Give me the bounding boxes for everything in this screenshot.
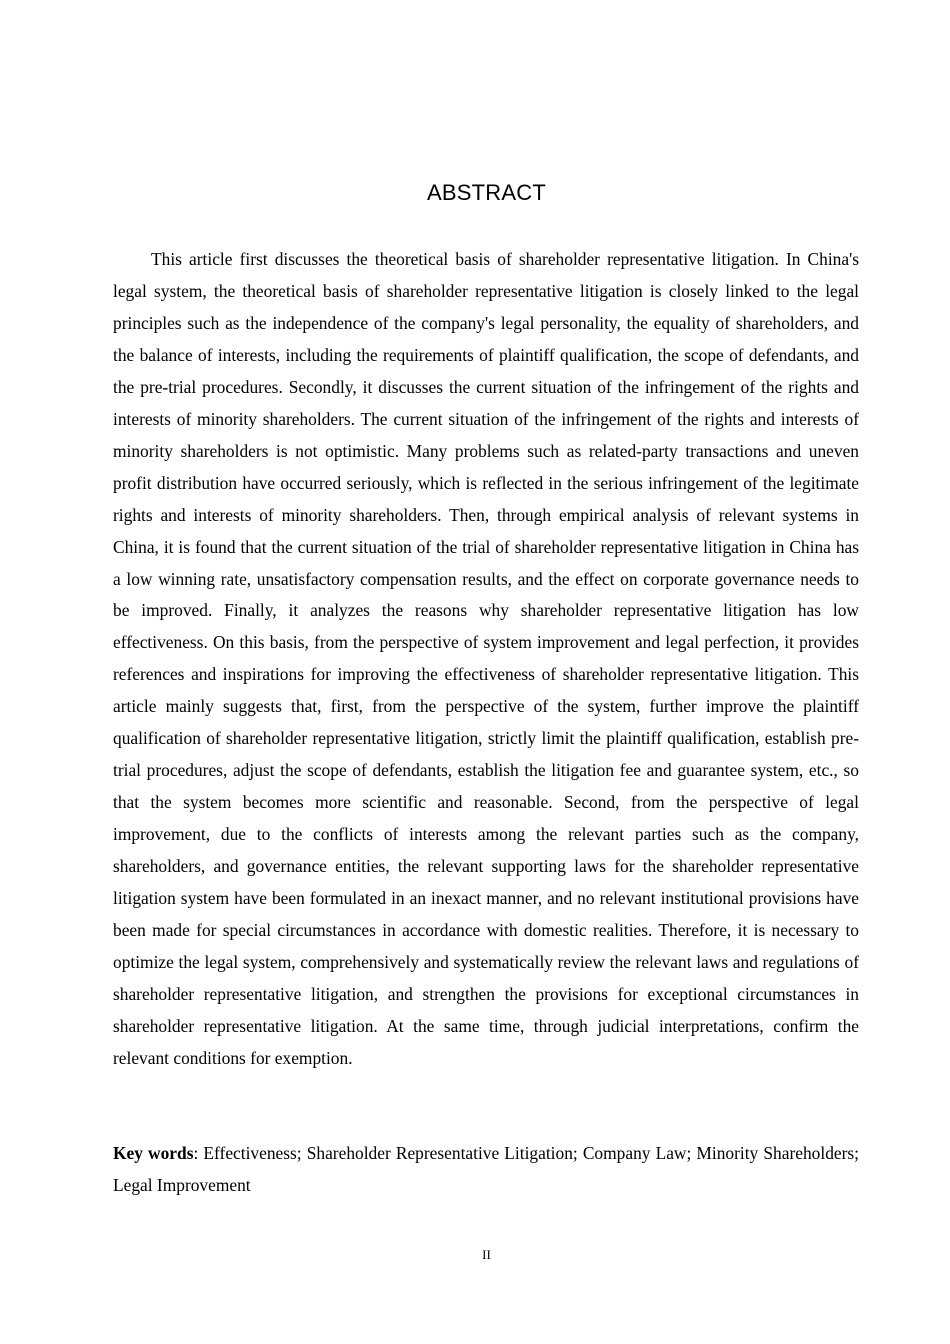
keywords-paragraph bbox=[113, 1138, 859, 1202]
keywords-separator: : bbox=[193, 1143, 204, 1163]
abstract-body: This article first discusses the theoretical basis of shareholder representative litigation. In China's legal system, the theoretical basis of shareholder representative litigation is closely linked to the legal principles such as the independence of the company's legal personality, the equality of shareholders, and the balance of interests, including the requirements of plaintiff qualification, the scope of defendants, and the pre-trial procedures. Secondly, it discusses the current situation of the infringement of the rights and interests of minority shareholders. The current situation of the infringement of the rights and interests of minority shareholders is not optimistic. Many problems such as related-party transactions and uneven profit distribution have occurred seriously, which is reflected in the serious infringement of the legitimate rights and interests of minority shareholders. Then, through empirical analysis of relevant systems in China, it is found that the current situation of the trial of shareholder representative litigation in China has a low winning rate, unsatisfactory compensation results, and the effect on corporate governance needs to be improved. Finally, it analyzes the reasons why shareholder representative litigation has low effectiveness. On this basis, from the perspective of system improvement and legal perfection, it provides references and inspirations for improving the effectiveness of shareholder representative litigation. This article mainly suggests that, first, from the perspective of the system, further improve the plaintiff qualification of shareholder representative litigation, strictly limit the plaintiff qualification, establish pre-trial procedures, adjust the scope of defendants, establish the litigation fee and guarantee system, etc., so that the system becomes more scientific and reasonable. Second, from the perspective of legal improvement, due to the conflicts of interests among the relevant parties such as the company, shareholders, and governance entities, the relevant supporting laws for the shareholder representative litigation system have been formulated in an inexact manner, and no relevant institutional provisions have been made for special circumstances in accordance with domestic realities. Therefore, it is necessary to optimize the legal system, comprehensively and systematically review the relevant laws and regulations of shareholder representative litigation, and strengthen the provisions for exceptional circumstances in shareholder representative litigation. At the same time, through judicial interpretations, confirm the relevant conditions for exemption. bbox=[113, 249, 859, 1068]
abstract-title: ABSTRACT bbox=[427, 180, 546, 205]
keywords-text: Effectiveness; Shareholder Representative Litigation; Company Law; Minority Shareholders; Legal Improvement bbox=[113, 1143, 859, 1195]
page-number: II bbox=[482, 1247, 491, 1262]
keywords-label: Key words bbox=[113, 1143, 194, 1163]
